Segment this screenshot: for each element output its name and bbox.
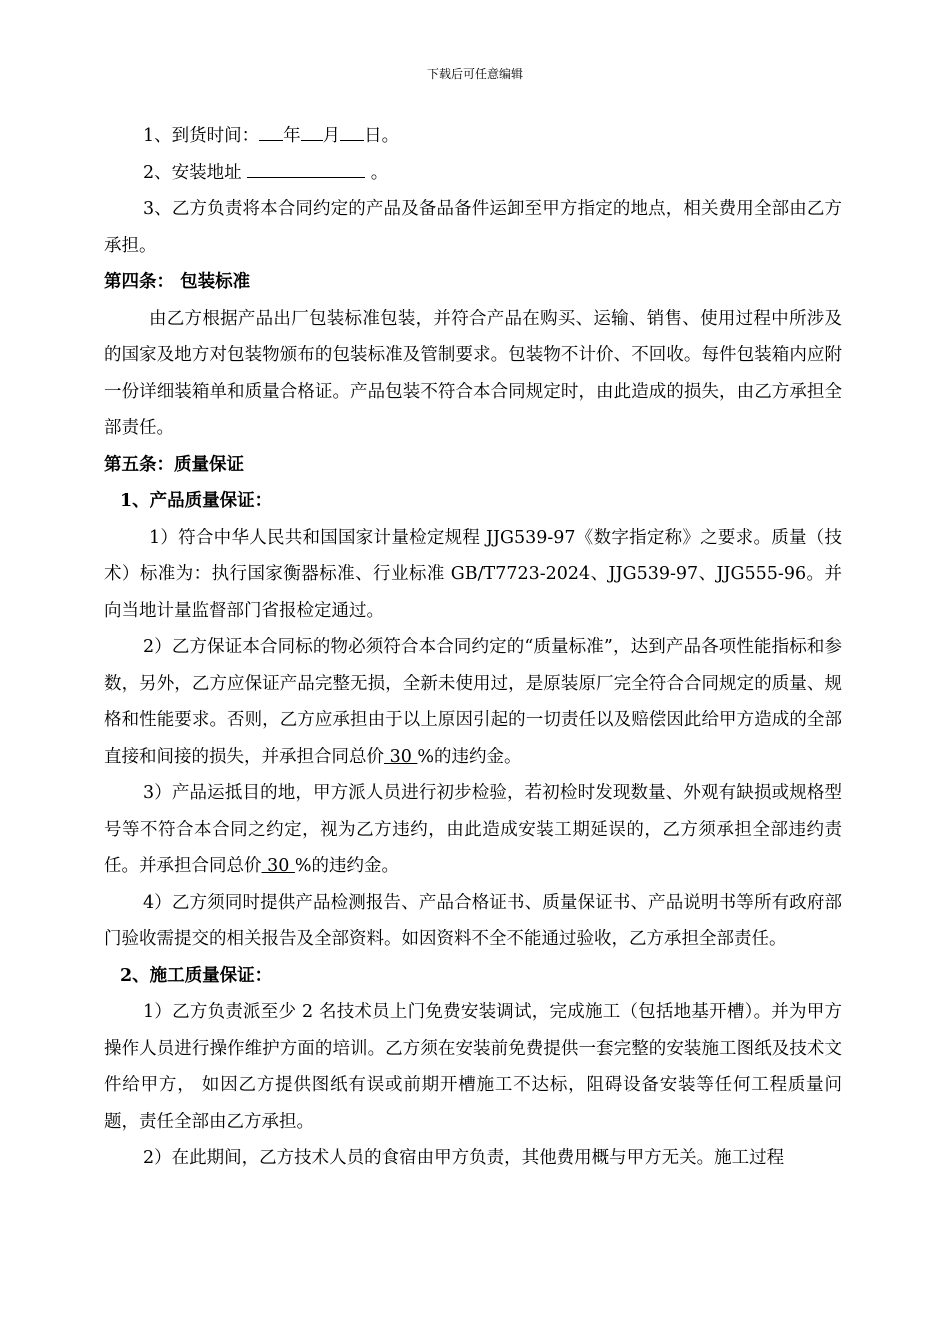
quality-clause-1: 1）符合中华人民共和国国家计量检定规程 JJG539-97《数字指定称》之要求。质量（技术）标准为：执行国家衡器标准、行业标准 GB/T7723-2024、JJG539-97、JJG555-96。并向当地计量监督部门省报检定通过。 xyxy=(104,527,842,621)
clause2-text: 2）乙方保证本合同标的物必须符合本合同约定的“质量标准”，达到产品各项性能指标和参数，另外，乙方应保证产品完整无损，全新未使用过，是原装原厂完全符合合同规定的质量、规格和性能要求。否则，乙方应承担由于以上原因引起的一切责任以及赔偿因此给甲方造成的全部直接和间接的损失，并承担合同总价 xyxy=(104,637,842,767)
quality-clause-3 xyxy=(104,775,842,885)
address-blank xyxy=(247,157,365,178)
day-label: 日。 xyxy=(364,126,400,146)
install-address-label: 2、安装地址 xyxy=(143,162,248,183)
clause2-penalty-percent: 30 xyxy=(384,746,418,767)
year-label: 年 xyxy=(283,126,301,146)
construction-clause-2: 2）在此期间，乙方技术人员的食宿由甲方负责，其他费用概与甲方无关。施工过程 xyxy=(143,1148,785,1168)
address-suffix: 。 xyxy=(365,162,389,183)
clause2-suffix: %的违约金。 xyxy=(417,746,522,767)
article4-text: 由乙方根据产品出厂包装标准包装，并符合产品在购买、运输、销售、使用过程中所涉及的国家及地方对包装物颁布的包装标准及管制要求。包装物不计价、不回收。每件包装箱内应附一份详细装箱单和质量合格证。产品包装不符合本合同规定时，由此造成的损失，由乙方承担全部责任。 xyxy=(104,308,842,438)
quality-clause-4: 4）乙方须同时提供产品检测报告、产品合格证书、质量保证书、产品说明书等所有政府部门验收需提交的相关报告及全部资料。如因资料不全不能通过验收，乙方承担全部责任。 xyxy=(104,892,842,949)
article5-subtitle-2: 2、施工质量保证： xyxy=(120,965,273,986)
document-body xyxy=(104,118,842,1177)
delivery-clause-3: 3、乙方负责将本合同约定的产品及备品备件运卸至甲方指定的地点，相关费用全部由乙方承担。 xyxy=(104,199,842,256)
page-header: 下载后可任意编辑 xyxy=(426,67,523,81)
delivery-time-line xyxy=(104,118,842,155)
article5-title: 第五条：质量保证 xyxy=(104,454,244,475)
month-blank xyxy=(301,120,323,141)
clause3-penalty-percent: 30 xyxy=(261,856,295,876)
clause3-text: 3）产品运抵目的地，甲方派人员进行初步检验，若初检时发现数量、外观有缺损或规格型号等不符合本合同之约定，视为乙方违约，由此造成安装工期延误的，乙方须承担全部违约责任。并承担合同总价 xyxy=(104,783,842,876)
article5-subtitle-1: 1、产品质量保证： xyxy=(120,491,273,511)
month-label: 月 xyxy=(322,126,341,146)
delivery-time-label: 1、到货时间： xyxy=(143,126,260,146)
construction-clause-1: 1）乙方负责派至少 2 名技术员上门免费安装调试，完成施工（包括地基开槽）。并为甲方操作人员进行操作维护方面的培训。乙方须在安装前免费提供一套完整的安装施工图纸及技术文件给甲方， 如因乙方提供图纸有误或前期开槽施工不达标，阻碍设备安装等任何工程质量问题，责任全部由乙方承担。 xyxy=(104,1002,842,1132)
year-blank xyxy=(259,120,283,141)
quality-clause-2 xyxy=(104,629,842,775)
day-blank xyxy=(340,120,364,141)
clause3-suffix: %的违约金。 xyxy=(294,856,400,876)
install-address-line xyxy=(104,155,842,192)
article4-title: 第四条： 包装标准 xyxy=(104,272,251,292)
